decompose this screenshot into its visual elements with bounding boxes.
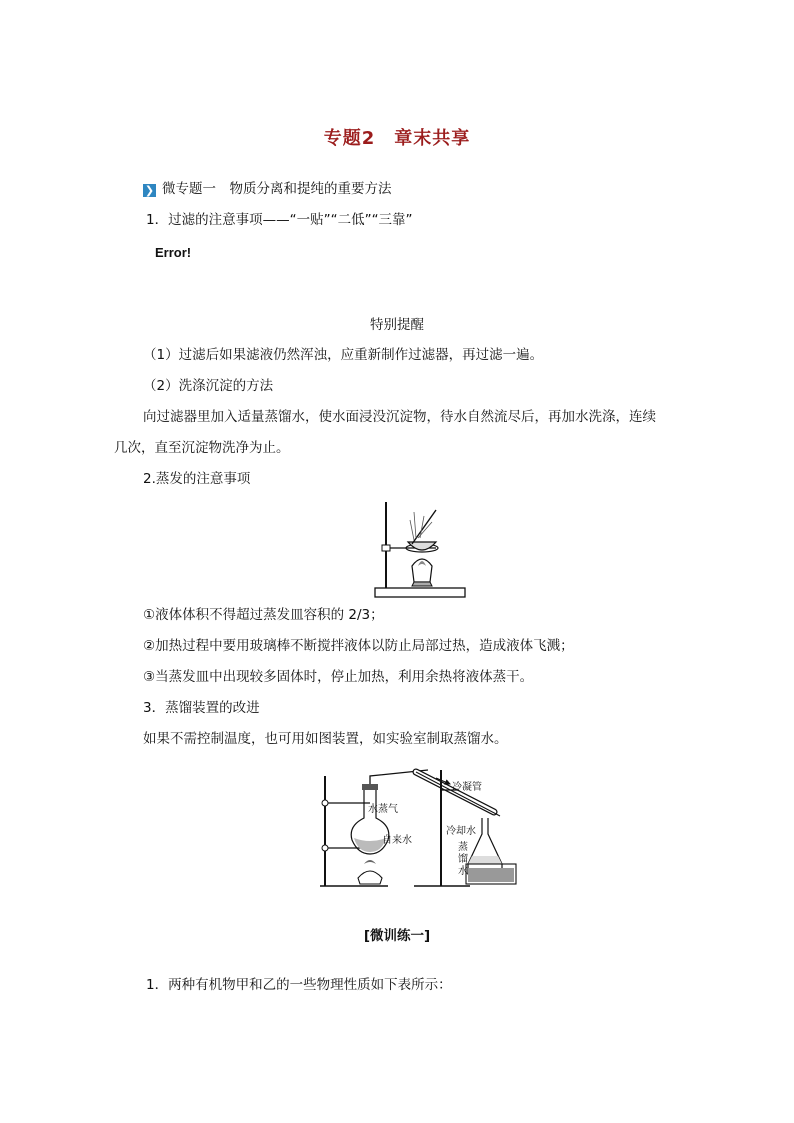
section-heading bbox=[143, 179, 392, 199]
exercise-heading: [微训练一] bbox=[363, 928, 431, 944]
chevron-right-icon: ❯ bbox=[144, 184, 155, 197]
cooling-water-label: 冷却水 bbox=[446, 826, 476, 837]
item-2-evaporation: 2.蒸发的注意事项 bbox=[143, 471, 251, 487]
evap-note-1: ①液体体积不得超过蒸发皿容积的 2/3； bbox=[143, 607, 384, 623]
distilled-water-char-2: 馏 bbox=[458, 854, 468, 865]
distilled-water-char-1: 蒸 bbox=[458, 842, 468, 853]
section-heading-text: 微专题一 物质分离和提纯的重要方法 bbox=[162, 181, 392, 197]
tip-2-line-1: 向过滤器里加入适量蒸馏水，使水面浸没沉淀物，待水自然流尽后，再加水洗涤，连续 bbox=[143, 409, 656, 425]
tap-water-label: 自来水 bbox=[382, 835, 412, 846]
special-tip-heading: 特别提醒 bbox=[370, 317, 424, 333]
tip-1: （1）过滤后如果滤液仍然浑浊，应重新制作过滤器，再过滤一遍。 bbox=[143, 347, 544, 363]
error-placeholder: Error! bbox=[155, 245, 192, 260]
tip-2-heading: （2）洗涤沉淀的方法 bbox=[143, 378, 274, 394]
evap-note-2: ②加热过程中要用玻璃棒不断搅拌液体以防止局部过热，造成液体飞溅； bbox=[143, 638, 574, 654]
evap-note-3: ③当蒸发皿中出现较多固体时，停止加热，利用余热将液体蒸干。 bbox=[143, 669, 534, 685]
item-3-description: 如果不需控制温度，也可用如图装置，如实验室制取蒸馏水。 bbox=[143, 731, 508, 747]
tip-2-line-2: 几次，直至沉淀物洗净为止。 bbox=[114, 440, 290, 456]
exercise-1: 1．两种有机物甲和乙的一些物理性质如下表所示： bbox=[146, 977, 452, 993]
item-3-distillation: 3．蒸馏装置的改进 bbox=[143, 700, 260, 716]
steam-label: 水蒸气 bbox=[368, 804, 398, 815]
evaporation-apparatus-figure bbox=[374, 496, 470, 600]
page-title: 专题2 章末共享 bbox=[323, 128, 471, 149]
distilled-water-char-3: 水 bbox=[458, 866, 468, 877]
distillation-apparatus-figure bbox=[318, 768, 524, 892]
condenser-label: 冷凝管 bbox=[452, 782, 482, 793]
item-1-filtration: 1．过滤的注意事项——“一贴”“二低”“三靠” bbox=[146, 212, 413, 228]
